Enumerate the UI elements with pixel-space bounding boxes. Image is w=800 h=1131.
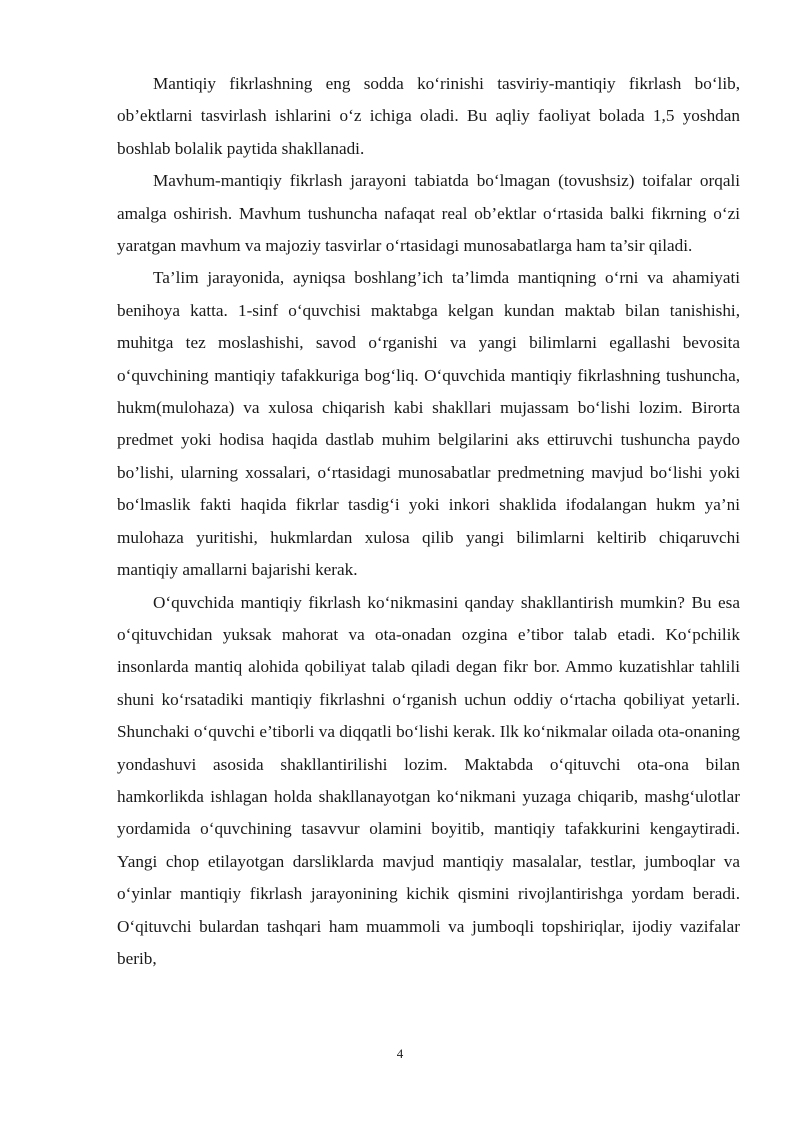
paragraph-4: O‘quvchida mantiqiy fikrlash ko‘nikmasini qanday shakllantirish mumkin? Bu esa o‘qituvchidan yuksak mahorat va ota-onadan ozgina e’tibor talab etadi. Ko‘pchilik insonlarda mantiq alohida qobiliyat talab qiladi degan fikr bor. Ammo kuzatishlar tahlili shuni ko‘rsatadiki mantiqiy fikrlashni o‘rganish uchun oddiy o‘rtacha qobiliyat yetarli. Shunchaki o‘quvchi e’tiborli va diqqatli bo‘lishi kerak. Ilk ko‘nikmalar oilada ota-onaning yondashuvi asosida shakllantirilishi lozim. Maktabda o‘qituvchi ota-ona bilan hamkorlikda ishlagan holda shakllanayotgan ko‘nikmani yuzaga chiqarib, mashg‘ulotlar yordamida o‘quvchining tasavvur olamini boyitib, mantiqiy tafakkurini kengaytiradi. Yangi chop etilayotgan darsliklarda mavjud mantiqiy masalalar, testlar, jumboqlar va o‘yinlar mantiqiy fikrlash jarayonining kichik qismini rivojlantirishga yordam beradi. O‘qituvchi bulardan tashqari ham muammoli va jumboqli topshiriqlar, ijodiy vazifalar berib,: [117, 592, 740, 968]
paragraph-1: Mantiqiy fikrlashning eng sodda ko‘rinishi tasviriy-mantiqiy fikrlash bo‘lib, ob’ektlarni tasvirlash ishlarini o‘z ichiga oladi. Bu aqliy faoliyat bolada 1,5 yoshdan boshlab bolalik paytida shakllanadi.: [117, 74, 740, 158]
paragraph-3: Ta’lim jarayonida, ayniqsa boshlang’ich ta’limda mantiqning o‘rni va ahamiyati benihoya katta. 1-sinf o‘quvchisi maktabga kelgan kundan maktab bilan tanishishi, muhitga tez moslashishi, savod o‘rganishi va yangi bilimlarni egallashi bevosita o‘quvchining mantiqiy tafakkuriga bog‘liq. O‘quvchida mantiqiy fikrlashning tushuncha, hukm(mulohaza) va xulosa chiqarish kabi shakllari mujassam bo‘lishi lozim. Birorta predmet yoki hodisa haqida dastlab muhim belgilarini aks ettiruvchi tushuncha paydo bo’lishi, ularning xossalari, o‘rtasidagi munosabatlar predmetning mavjud bo‘lishi yoki bo‘lmaslik fakti haqida fikrlar tasdig‘i yoki inkori shaklida ifodalangan hukm ya’ni mulohaza yuritishi, hukmlardan xulosa qilib yangi bilimlarni keltirib chiqaruvchi mantiqiy amallarni bajarishi kerak.: [117, 268, 740, 580]
page-number: 4: [396, 1046, 404, 1061]
document-body: [117, 68, 740, 975]
paragraph-2: Mavhum-mantiqiy fikrlash jarayoni tabiatda bo‘lmagan (tovushsiz) toifalar orqali amalga oshirish. Mavhum tushuncha nafaqat real ob’ektlar o‘rtasida balki fikrning o‘zi yaratgan mavhum va majoziy tasvirlar o‘rtasidagi munosabatlarga ham ta’sir qiladi.: [117, 171, 740, 256]
